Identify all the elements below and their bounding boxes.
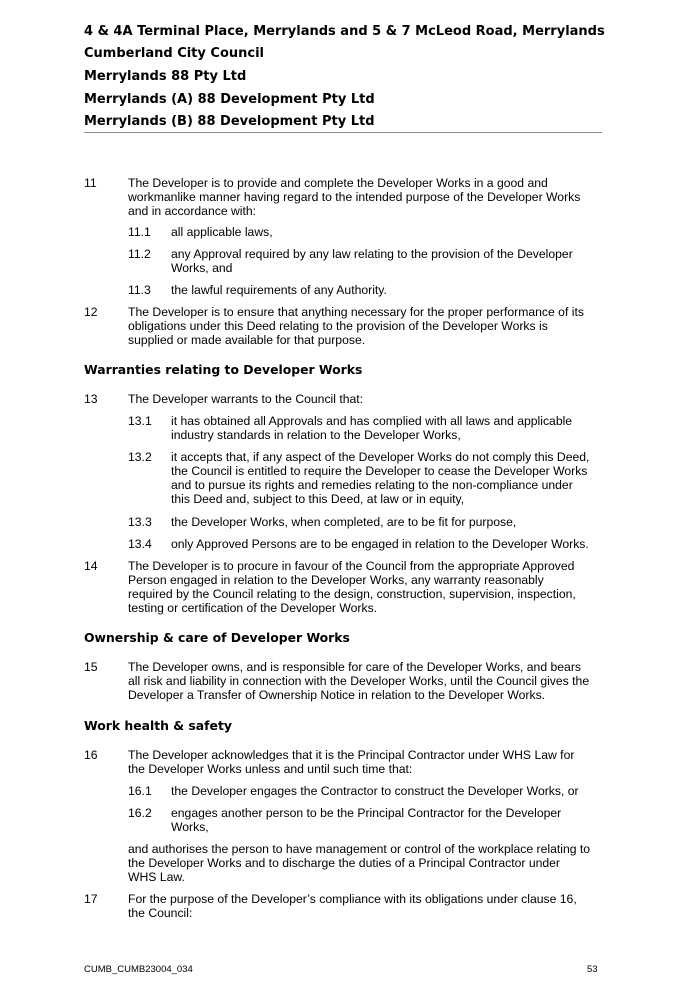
clause-16-number: 16 (84, 748, 98, 762)
clause-14-number: 14 (84, 559, 98, 573)
clause-12-number: 12 (84, 305, 98, 319)
clause-13-1-text: industry standards in relation to the Developer Works, (171, 428, 461, 442)
clause-14-text: Person engaged in relation to the Developer Works, any warranty reasonably (128, 573, 544, 587)
clause-16-continuation: the Developer Works and to discharge the duties of a Principal Contractor under (128, 856, 560, 870)
clause-12-text: The Developer is to ensure that anything necessary for the proper performance of its (128, 305, 584, 319)
clause-11-3-number: 11.3 (128, 283, 151, 297)
clause-11-2-text: Works, and (171, 261, 233, 275)
clause-11-text: and in accordance with: (128, 204, 257, 218)
clause-13-3-text: the Developer Works, when completed, are to be fit for purpose, (171, 515, 517, 529)
clause-11-text: workmanlike manner having regard to the intended purpose of the Developer Works (128, 190, 581, 204)
clause-16-text: the Developer Works unless and until such time that: (128, 762, 413, 776)
clause-13-2-text: it accepts that, if any aspect of the Developer Works do not comply this Deed, (171, 450, 590, 464)
clause-13-number: 13 (84, 392, 98, 406)
clause-14-text: testing or certification of the Developer Works. (128, 601, 378, 615)
clause-16-continuation: WHS Law. (128, 870, 185, 884)
section-heading-whs: Work health & safety (84, 718, 232, 733)
header-site-address: 4 & 4A Terminal Place, Merrylands and 5 & 7 McLeod Road, Merrylands (84, 24, 605, 39)
clause-15-text: all risk and liability in connection with the Developer Works, until the Council gives the (128, 674, 590, 688)
clause-16-1-number: 16.1 (128, 784, 152, 798)
clause-13-text: The Developer warrants to the Council that: (128, 392, 364, 406)
clause-11-2-number: 11.2 (128, 247, 151, 261)
clause-13-2-text: the Council is entitled to require the Developer to cease the Developer Works (171, 464, 588, 478)
header-divider (84, 132, 602, 133)
clause-15-text: Developer a Transfer of Ownership Notice in relation to the Developer Works. (128, 688, 546, 702)
clause-16-2-text: Works, (171, 820, 209, 834)
header-council: Cumberland City Council (84, 46, 265, 61)
clause-16-2-number: 16.2 (128, 806, 152, 820)
clause-14-text: required by the Council relating to the design, construction, supervision, inspection, (128, 587, 576, 601)
clause-11-text: The Developer is to provide and complete the Developer Works in a good and (128, 176, 548, 190)
header-party-1: Merrylands 88 Pty Ltd (84, 69, 247, 84)
clause-15-text: The Developer owns, and is responsible for care of the Developer Works, and bears (128, 660, 581, 674)
clause-13-2-text: and to pursue its rights and remedies relating to the non-compliance under (171, 478, 573, 492)
clause-13-1-number: 13.1 (128, 414, 152, 428)
section-heading-warranties: Warranties relating to Developer Works (84, 362, 363, 377)
clause-16-text: The Developer acknowledges that it is the Principal Contractor under WHS Law for (128, 748, 575, 762)
clause-14-text: The Developer is to procure in favour of the Council from the appropriate Approved (128, 559, 575, 573)
clause-16-1-text: the Developer engages the Contractor to construct the Developer Works, or (171, 784, 579, 798)
clause-16-continuation: and authorises the person to have management or control of the workplace relating to (128, 842, 591, 856)
clause-17-number: 17 (84, 892, 98, 906)
clause-13-3-number: 13.3 (128, 515, 152, 529)
clause-17-text: the Council: (128, 906, 193, 920)
clause-11-1-number: 11.1 (128, 225, 151, 239)
clause-17-text: For the purpose of the Developer’s compliance with its obligations under clause 16, (128, 892, 577, 906)
clause-13-2-number: 13.2 (128, 450, 152, 464)
header-party-2: Merrylands (A) 88 Development Pty Ltd (84, 92, 375, 107)
clause-11-3-text: the lawful requirements of any Authority. (171, 283, 387, 297)
clause-12-text: supplied or made available for that purpose. (128, 333, 366, 347)
clause-15-number: 15 (84, 660, 98, 674)
header-party-3: Merrylands (B) 88 Development Pty Ltd (84, 114, 375, 129)
footer-document-code: CUMB_CUMB23004_034 (84, 964, 193, 975)
clause-13-4-number: 13.4 (128, 537, 152, 551)
clause-13-2-text: this Deed and, subject to this Deed, at law or in equity, (171, 492, 465, 506)
clause-11-number: 11 (84, 176, 97, 190)
clause-11-2-text: any Approval required by any law relating to the provision of the Developer (171, 247, 573, 261)
clause-13-4-text: only Approved Persons are to be engaged in relation to the Developer Works. (171, 537, 589, 551)
clause-12-text: obligations under this Deed relating to the provision of the Developer Works is (128, 319, 548, 333)
clause-13-1-text: it has obtained all Approvals and has complied with all laws and applicable (171, 414, 573, 428)
clause-16-2-text: engages another person to be the Principal Contractor for the Developer (171, 806, 562, 820)
clause-11-1-text: all applicable laws, (171, 225, 273, 239)
section-heading-ownership: Ownership & care of Developer Works (84, 630, 350, 645)
footer-page-number: 53 (587, 964, 598, 975)
